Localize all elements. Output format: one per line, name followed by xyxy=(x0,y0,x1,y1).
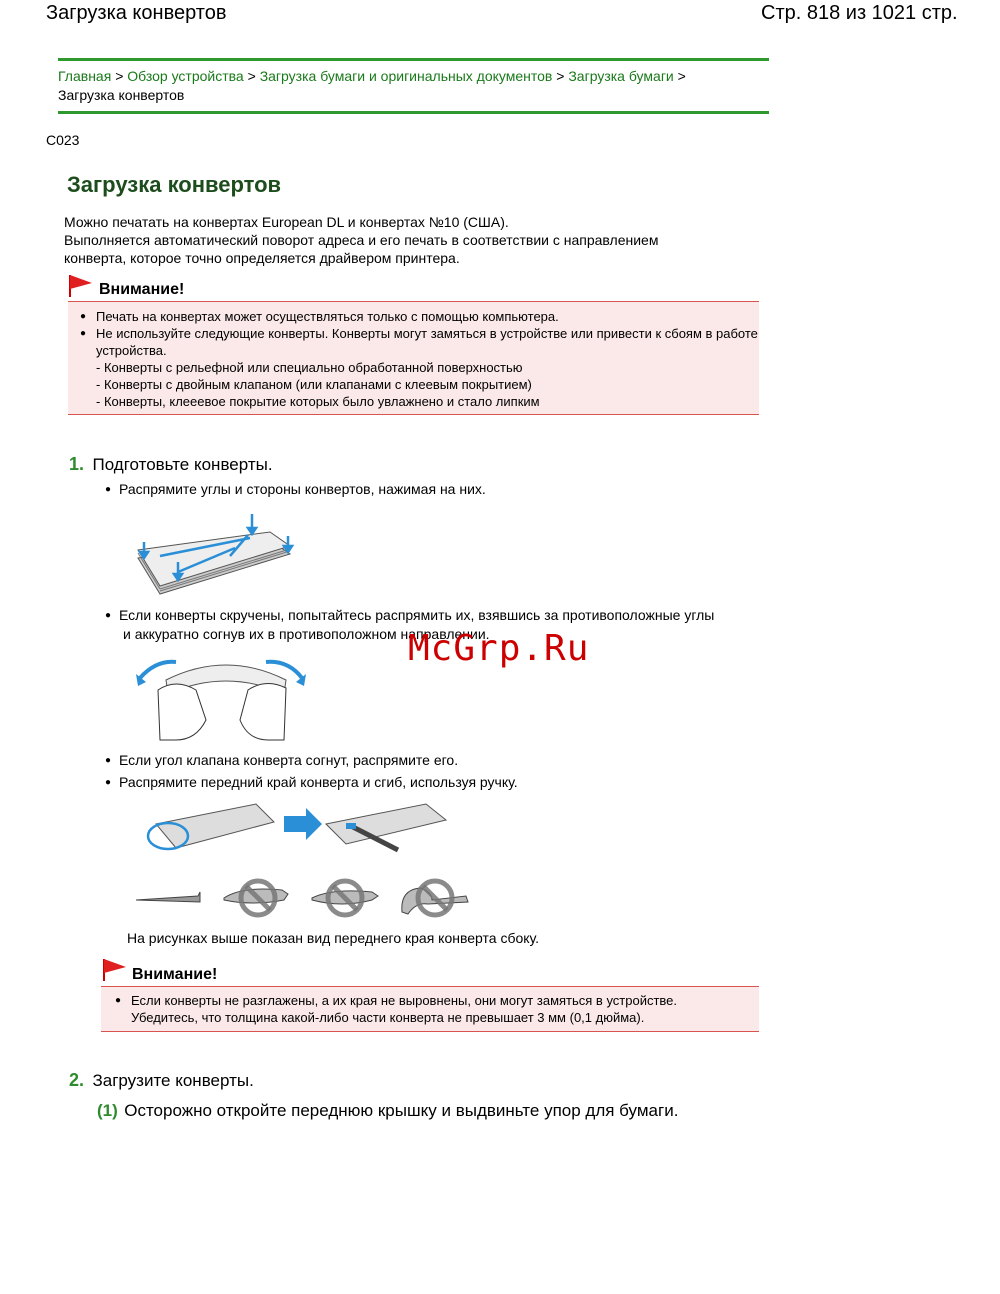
intro-text xyxy=(64,213,764,267)
envelope-stack-illustration xyxy=(130,510,295,600)
edge-profiles-illustration xyxy=(132,876,472,922)
warning-flag-icon xyxy=(68,274,94,298)
breadcrumb-link-loading[interactable]: Загрузка бумаги и оригинальных документов xyxy=(259,68,553,84)
warning-subitem: - Конверты с рельефной или специально обработанной поверхностью xyxy=(96,360,523,375)
breadcrumb-link-home[interactable]: Главная xyxy=(58,68,112,84)
warning-flag-icon xyxy=(102,958,128,982)
warning-subitem: - Конверты, клееевое покрытие которых было увлажнено и стало липким xyxy=(96,394,540,409)
breadcrumb-current: Загрузка конвертов xyxy=(58,87,185,103)
illustration-caption: На рисунках выше показан вид переднего края конверта сбоку. xyxy=(127,930,540,946)
warning-item: ● Если конверты не разглажены, а их края не выровнены, они могут замяться в устройстве. xyxy=(115,992,759,1009)
warning-item: ● Печать на конвертах может осуществляться только с помощью компьютера. xyxy=(80,308,759,325)
intro-line: Выполняется автоматический поворот адреса и его печать в соответствии с направлением xyxy=(64,232,659,248)
hands-bending-illustration xyxy=(136,650,306,742)
substep-number: (1) xyxy=(97,1101,118,1120)
page-counter: Стр. 818 из 1021 стр. xyxy=(761,2,958,24)
bullet-item: ● Если конверты скручены, попытайтесь распрямить их, взявшись за противоположные углы и аккуратно согнув их в противоположном направлении. xyxy=(105,606,714,644)
breadcrumb-link-overview[interactable]: Обзор устройства xyxy=(127,68,244,84)
breadcrumb-link-paper[interactable]: Загрузка бумаги xyxy=(568,68,674,84)
substep-text: Осторожно откройте переднюю крышку и выдвиньте упор для бумаги. xyxy=(124,1101,679,1120)
breadcrumb-separator: > xyxy=(556,68,565,84)
step-text: Подготовьте конверты. xyxy=(92,455,273,474)
page-title: Загрузка конвертов xyxy=(67,172,282,197)
substep-1 xyxy=(97,1101,678,1121)
flatten-edge-illustration xyxy=(146,798,456,860)
breadcrumb-separator: > xyxy=(247,68,256,84)
warning-subitem: - Конверты с двойным клапаном (или клапанами с клеевым покрытием) xyxy=(96,377,532,392)
page-header-title: Загрузка конвертов xyxy=(46,2,227,24)
warning-item-continued: Убедитесь, что толщина какой-либо части конверта не превышает 3 мм (0,1 дюйма). xyxy=(131,1010,645,1025)
warning-item: ● Не используйте следующие конверты. Конверты могут замяться в устройстве или привести к сбоям в работе устройства. xyxy=(80,325,759,359)
warning-box xyxy=(68,301,759,415)
warning-box xyxy=(101,986,759,1032)
bullet-item: ● Распрямите передний край конверта и сгиб, используя ручку. xyxy=(105,773,518,792)
intro-line: конверта, которое точно определяется драйвером принтера. xyxy=(64,250,460,266)
bullet-item: ● Распрямите углы и стороны конвертов, нажимая на них. xyxy=(105,480,486,499)
step-2 xyxy=(69,1070,254,1091)
breadcrumb xyxy=(58,58,769,114)
step-number: 2. xyxy=(69,1070,85,1090)
warning-title: Внимание! xyxy=(99,281,185,298)
step-1 xyxy=(69,454,273,475)
breadcrumb-separator: > xyxy=(115,68,124,84)
bullet-item: ● Если угол клапана конверта согнут, распрямите его. xyxy=(105,751,458,770)
step-number: 1. xyxy=(69,454,85,474)
breadcrumb-separator: > xyxy=(677,68,686,84)
intro-line: Можно печатать на конвертах European DL и конвертах №10 (США). xyxy=(64,214,509,230)
watermark: McGrp.Ru xyxy=(408,628,590,669)
warning-title: Внимание! xyxy=(132,966,218,983)
step-text: Загрузите конверты. xyxy=(92,1071,254,1090)
page-code: C023 xyxy=(46,132,80,148)
